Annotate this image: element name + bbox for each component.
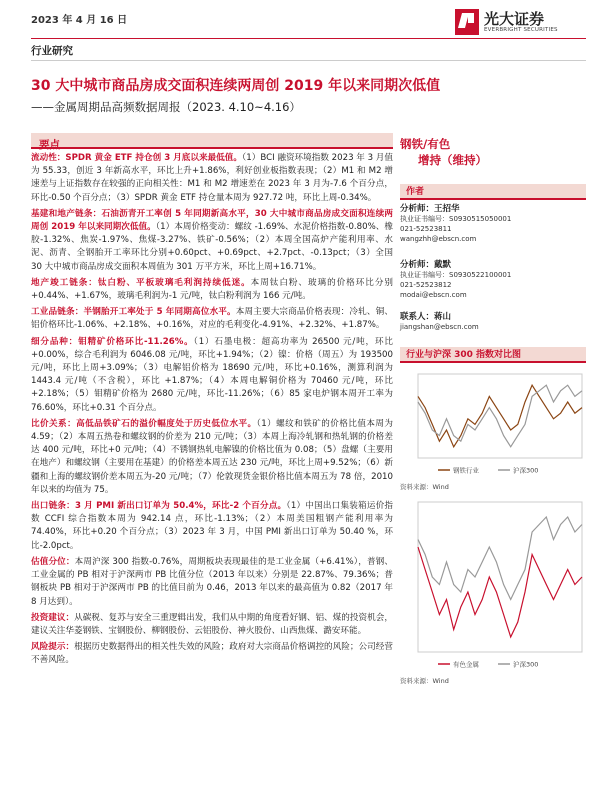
key-point-paragraph: [31, 556, 393, 609]
analyst-cert: 执业证书编号：S0930515050001: [400, 215, 512, 223]
analyst-email: jiangshan@ebscn.com: [400, 323, 479, 331]
chart-source-2: 资料来源：Wind: [400, 677, 449, 685]
analyst-email: modai@ebscn.com: [400, 291, 467, 299]
analyst-cert: 执业证书编号：S0930522100001: [400, 271, 512, 279]
key-point-text: （1）BCI 融资环境指数 2023 年 3 月值为 55.33，创近 3 年新高水平，环比上升+1.86%，利好创业板指数表现；（2）M1 和 M2 增速差与上证指数存在较强的正向相关性：M1 和 M2 增速差在 2023 年 3 月为-7.6 个百分点，环比-0.50 个百分点；（3）SPDR 黄金 ETF 持仓量本周为 927.72 吨，环比上周-0.34%。: [31, 153, 394, 203]
key-point-heading: 风险提示：: [31, 642, 75, 653]
key-point-paragraph: [31, 336, 393, 415]
company-logo: [455, 6, 583, 38]
report-title: 30 大中城市商品房成交面积连续两周创 2019 年以来同期次低值: [31, 78, 441, 94]
chart-header: 行业与沪深 300 指数对比图: [400, 347, 586, 363]
analyst-role: 分析师：: [400, 260, 435, 270]
series-line-0: [418, 547, 582, 637]
analyst-name: 戴默: [434, 260, 452, 270]
series-line-1: [418, 517, 582, 600]
category-divider: [31, 60, 586, 61]
analyst-name: 王招华: [434, 204, 460, 214]
key-point-paragraph: [31, 208, 393, 274]
chart-source-1: 资料来源：Wind: [400, 483, 449, 491]
key-point-paragraph: [31, 641, 393, 667]
key-points-body: [31, 152, 393, 671]
legend-label: 钢铁行业: [453, 466, 479, 475]
chart-top: [400, 368, 586, 480]
key-point-heading: 流动性：SPDR 黄金 ETF 持仓创 3 月底以来最低值。: [31, 153, 242, 163]
key-point-text: （1）石墨电极：超高功率为 26500 元/吨，环比+0.00%，综合毛利润为 6046.08 元/吨，环比+1.94%；（2）镍：价格（周五）为 193500 元/吨，环比上周+3.09%；（3）电解铝价格为 18690 元/吨，环比+0.16%，测算利润为 1443.4 元/吨（不含税），环比 +1.87%；（4）本周电解铜价格为 70460 元/吨，环比+2.18%；（5）钼精矿价格为 2680 元/吨，环比-11.26%；（6）85 家电炉钢本周开工率为 76.60%，环比+0.31 个百分点。: [31, 336, 393, 413]
key-point-heading: 比价关系：高低品铁矿石的溢价幅度处于历史低位水平。: [31, 418, 257, 429]
analyst-card: [400, 312, 586, 332]
analyst-name: 蒋山: [434, 312, 452, 322]
key-point-heading: 工业品链条：半钢胎开工率处于 5 年同期高位水平。: [31, 307, 236, 318]
chart-bottom: [400, 496, 586, 674]
key-point-text: 本周沪深 300 指数-0.76%，周期板块表现最佳的是工业金属（+6.41%），普钢、工业金属的 PB 相对于沪深两市 PB 比值分位（2013 年以来）分别是 22.87%、79.36%；普钢板块 PB 相对于沪深两市 PB 的比值目前为 0.46，2013 年以来的最高值为 0.82（2017 年 8 月达到）。: [31, 556, 393, 607]
key-point-text: （1）螺纹和铁矿的价格比值本周为 4.59；（2）本周五热卷和螺纹钢的价差为 210 元/吨；（3）本周上海冷轧钢和热轧钢的价格差达 400 元/吨，环比+0 元/吨；（4）不锈钢热轧电解镍的价格比值为 0.08；（5）盘螺（主要用在地产）和螺纹钢（主要用在基建）的价格差本周五达 230 元/吨，环比上周+9.52%；（6）新疆和上海的螺纹钢价差本周五为-20 元/吨；（7）伦敦现货金银价格比值本周五为 78 倍，2010 年以来的均值为 75。: [31, 418, 393, 495]
header-divider: [31, 38, 586, 39]
key-point-text: （1）本周价格变动：螺纹 -1.69%、水泥价格指数-0.80%、橡胶-1.32%、焦炭-1.97%、焦煤-3.27%、铁矿-0.56%；（2）本周全国高炉产能利用率、水泥、沥青、全钢胎开工率环比分别+0.60pct、+0.69pct、+2.7pct、-0.13pct；（3）全国 30 大中城市商品房成交面积本周值为 301 万平方米，环比上周+16.71%。: [31, 222, 394, 272]
key-point-text: 根据历史数据得出的相关性失效的风险；政府对大宗商品价格调控的风险；公司经营不善风险。: [31, 642, 393, 666]
logo-subtext: EVERBRIGHT SECURITIES: [484, 27, 558, 33]
rating-label: 增持（维持）: [418, 153, 487, 167]
key-point-heading: 投资建议：: [31, 612, 75, 623]
key-point-heading: 出口链条：3 月 PMI 新出口订单为 50.4%，环比-2 个百分点。: [31, 501, 287, 512]
chart-nonferrous-vs-hs300: [400, 496, 586, 674]
report-subtitle: ——金属周期品高频数据周报（2023. 4.10~4.16）: [31, 100, 301, 114]
series-line-0: [418, 385, 582, 447]
analyst-phone: 021-52523811: [400, 225, 452, 233]
analyst-list: [400, 204, 586, 344]
key-point-text: （1）中国出口集装箱运价指数 CCFI 综合指数本周为 942.14 点，环比-1.13%；（2）本周美国粗钢产能利用率为 74.40%，环比+0.20 个百分点；（3）2023 年 3 月，中国 PMI 新出口订单为 50.40 %，环比-2.0pct。: [31, 501, 393, 551]
sector-label: 钢铁/有色: [400, 137, 451, 151]
logo-text: 光大证券: [484, 10, 545, 28]
key-point-text: 本周主要大宗商品价格表现：冷轧、铜、铝价格环比-1.06%、+2.18%、+0.16%，对应的毛利变化-4.91%、+2.32%、+1.87%。: [31, 307, 393, 331]
key-point-paragraph: [31, 306, 393, 332]
key-point-text: 从碳税、复苏与安全三重逻辑出发，我们从中期的角度看好钢、铝、煤的投资机会，建议关注华菱钢铁、宝钢股份、柳钢股份、云铝股份、神火股份、山西焦煤、潞安环能。: [31, 612, 393, 636]
legend-label: 有色金属: [453, 660, 479, 669]
key-point-paragraph: [31, 418, 393, 497]
key-points-header: 要点: [31, 133, 393, 149]
analyst-email: wangzhh@ebscn.com: [400, 235, 477, 243]
analyst-card: [400, 260, 586, 300]
analyst-role: 联系人：: [400, 312, 435, 322]
analyst-card: [400, 204, 586, 244]
key-point-paragraph: [31, 500, 393, 553]
analyst-role: 分析师：: [400, 204, 435, 214]
key-point-heading: 地产竣工链条：钛白粉、平板玻璃毛利润持续低迷。: [31, 277, 251, 288]
key-point-heading: 基建和地产链条：石油沥青开工率创 5 年同期新高水平，30 大中城市商品房成交面积连续两周创 2019 年以来同期次低值。: [31, 208, 393, 233]
key-point-heading: 估值分位：: [31, 556, 75, 567]
logo-icon: [455, 9, 479, 35]
report-date: 2023 年 4 月 16 日: [31, 15, 128, 26]
key-point-heading: 细分品种：钼精矿价格环比-11.26%。: [31, 336, 194, 347]
key-point-paragraph: [31, 277, 393, 303]
report-category: 行业研究: [31, 45, 73, 57]
legend-label: 沪深300: [513, 466, 539, 475]
analyst-phone: 021-52523812: [400, 281, 452, 289]
legend-label: 沪深300: [513, 660, 539, 669]
key-point-paragraph: [31, 612, 393, 638]
key-point-text: 本周钛白粉、玻璃的价格环比分别+0.44%、+1.67%，玻璃毛利润为-1 元/吨，钛白粉利润为 166 元/吨。: [31, 277, 393, 302]
authors-header: 作者: [400, 184, 586, 200]
plot-frame: [418, 502, 582, 652]
key-point-paragraph: [31, 152, 393, 205]
chart-steel-vs-hs300: [400, 368, 586, 480]
